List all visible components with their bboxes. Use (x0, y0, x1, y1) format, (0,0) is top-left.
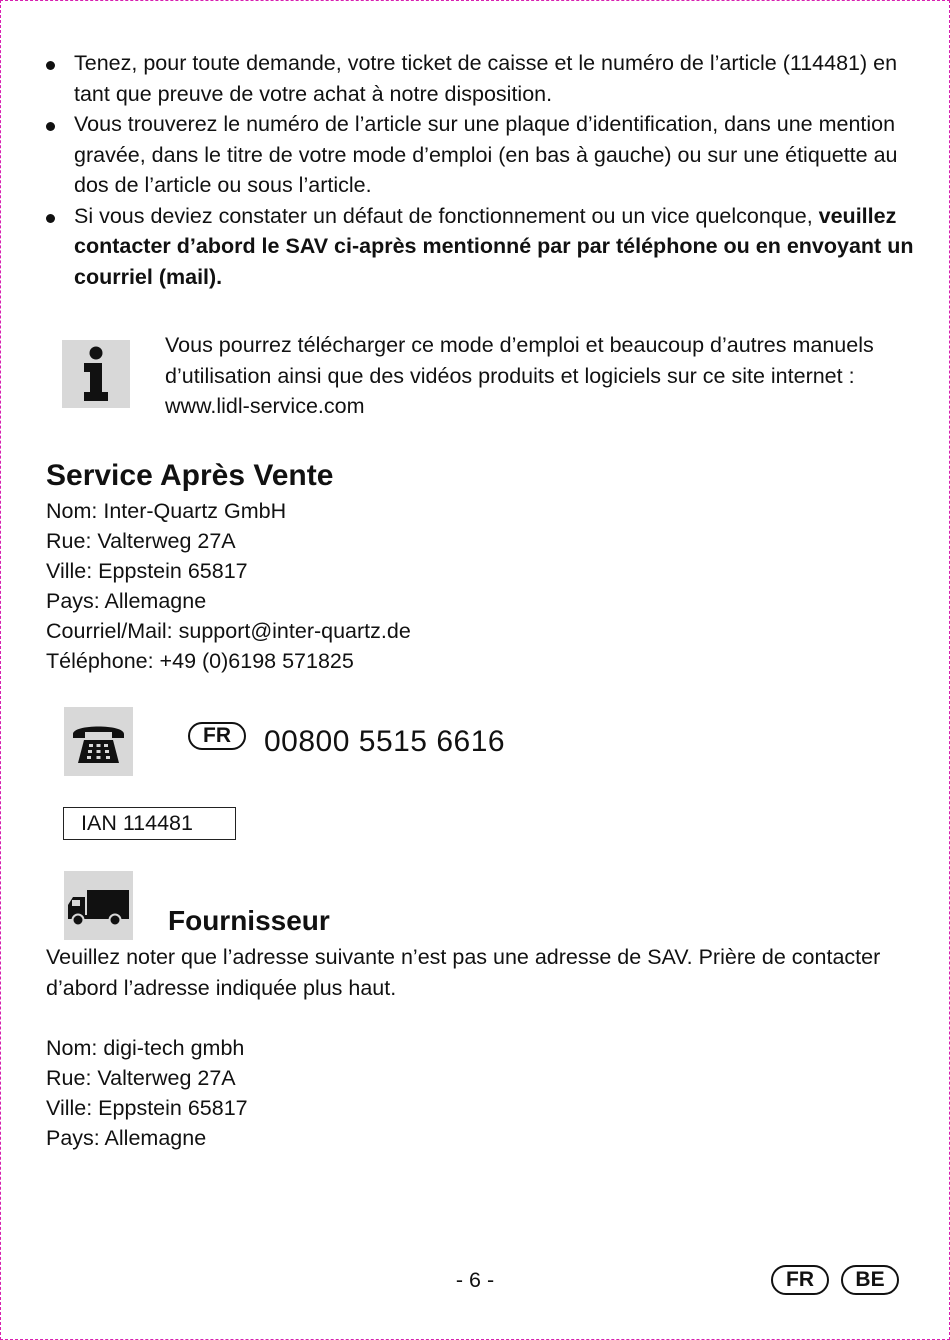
bullet-text: Vous trouverez le numéro de l’article sur une plaque d’identification, dans une mention gravée, dans le titre de votre mode d’emploi (en bas à gauche) ou sur une étiquette au dos de l’article ou sous l’article. (74, 112, 898, 197)
bullet-item-article-number (46, 109, 916, 201)
supplier-address (46, 1033, 248, 1153)
service-email-line: Courriel/Mail: support@inter-quartz.de (46, 619, 411, 643)
supplier-city-line: Ville: Eppstein 65817 (46, 1096, 248, 1120)
bullet-text: Si vous deviez constater un défaut de fonctionnement ou un vice quelconque, (74, 203, 819, 228)
bullet-dot (46, 122, 55, 131)
footer-badge-fr: FR (771, 1265, 829, 1295)
truck-icon (64, 871, 133, 940)
supplier-title: Fournisseur (168, 905, 330, 936)
bullet-text: Tenez, pour toute demande, votre ticket de caisse et le numéro de l’article (114481) en tant que preuve de votre achat à notre disposition. (74, 51, 898, 106)
bullet-dot (46, 214, 55, 223)
info-text: Vous pourrez télécharger ce mode d’emploi et beaucoup d’autres manuels d’utilisation ainsi que des vidéos produits et logiciels sur ce site internet : www.lidl-service.com (165, 333, 874, 418)
service-city-line: Ville: Eppstein 65817 (46, 559, 248, 583)
service-name-line: Nom: Inter-Quartz GmbH (46, 499, 287, 523)
supplier-name-line: Nom: digi-tech gmbh (46, 1036, 245, 1060)
supplier-note: Veuillez noter que l’adresse suivante n’est pas une adresse de SAV. Prière de contacter d’abord l’adresse indiquée plus haut. (46, 945, 881, 1000)
bullet-list (46, 48, 916, 292)
service-title: Service Après Vente (46, 459, 334, 492)
bullet-item-defect (46, 201, 916, 293)
hotline-number: 00800 5515 6616 (264, 725, 506, 758)
telephone-icon (64, 707, 133, 776)
country-badge-fr: FR (188, 722, 246, 750)
page-number: - 6 - (455, 1268, 495, 1292)
service-address (46, 496, 411, 676)
footer-badge-be: BE (841, 1265, 899, 1295)
service-phone-line: Téléphone: +49 (0)6198 571825 (46, 649, 354, 673)
ian-box: IAN 114481 (63, 807, 236, 840)
supplier-street-line: Rue: Valterweg 27A (46, 1066, 236, 1090)
info-icon (62, 340, 130, 408)
supplier-country-line: Pays: Allemagne (46, 1126, 207, 1150)
service-country-line: Pays: Allemagne (46, 589, 207, 613)
service-street-line: Rue: Valterweg 27A (46, 529, 236, 553)
bullet-item-receipt (46, 48, 916, 109)
bullet-dot (46, 61, 55, 70)
bullet-bold-text: veuillez contacter d’abord le SAV ci-après mentionné par par téléphone ou en envoyant un courriel (mail). (74, 203, 914, 289)
